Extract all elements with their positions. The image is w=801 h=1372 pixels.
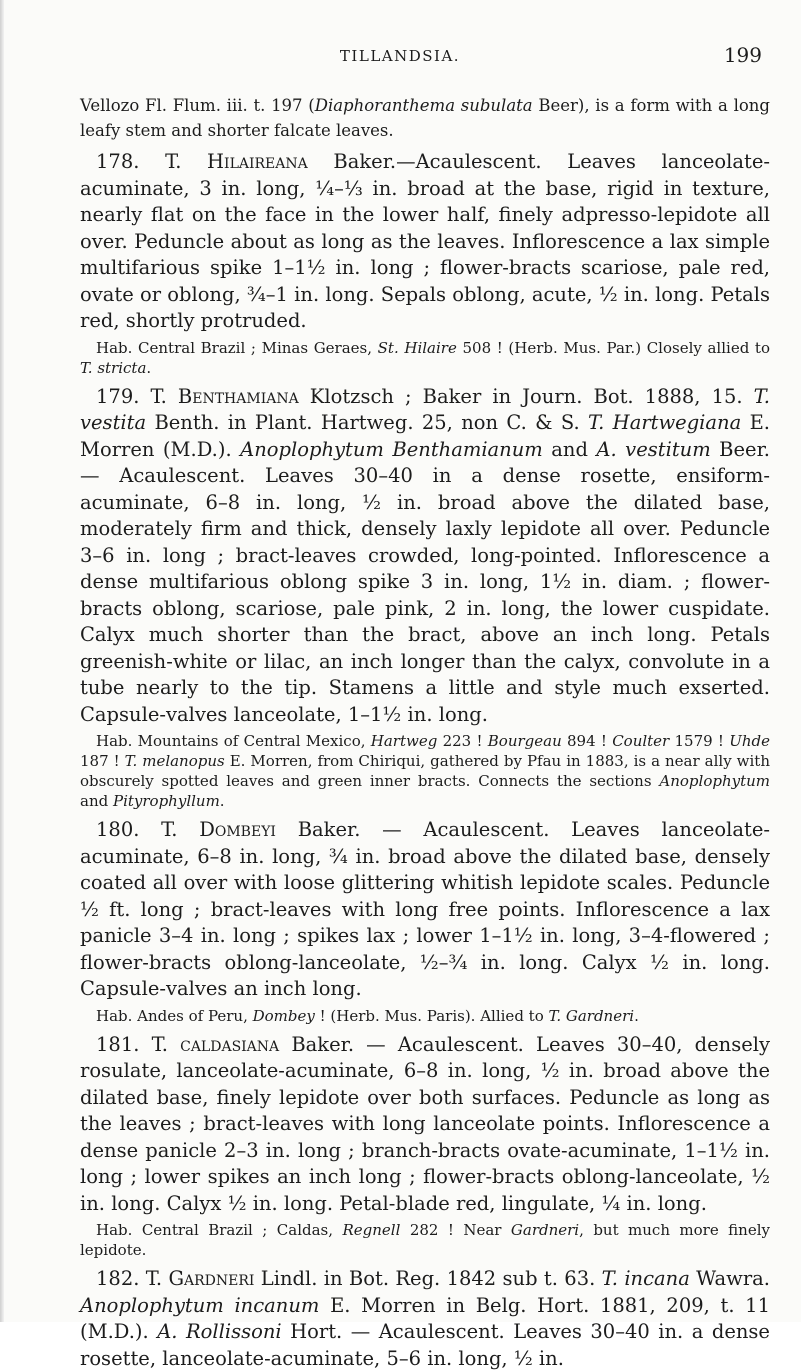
habitat-note-178: Hab. Central Brazil ; Minas Geraes, St. Hilaire 508 ! (Herb. Mus. Par.) Closely allied to T. stricta. [80, 338, 770, 377]
entry-number: 180. [96, 818, 140, 841]
species-name: Hilaireana [207, 150, 308, 173]
genus-abbrev: T. [151, 1032, 168, 1056]
species-entry-178 [80, 149, 770, 335]
species-entry-181 [80, 1032, 770, 1218]
habitat-note-181: Hab. Central Brazil ; Caldas, Regnell 282 ! Near Gardneri, but much more finely lepidote. [80, 1221, 770, 1259]
entry-number: 179. [96, 384, 140, 408]
entry-description: Beer. — Acaulescent. Leaves 30–40 in a dense rosette, ensiform-acuminate, 6–8 in. long, ½ in. broad above the dilated base, moderately firm and thick, densely laxly lepidote all over. Peduncle 3–6 in. long ; bract-leaves crowded, long-pointed. Inflorescence a dense multifarious oblong spike 3 in. long, 1½ in. diam. ; flower-bracts oblong, scariose, pale pink, 2 in. long, the lower cuspidate. Calyx much shorter than the bract, above an inch long. Petals greenish-white or lilac, an inch longer than the calyx, convolute in a tube nearly to the tip. Stamens a little and style much exserted. Capsule-valves lanceolate, 1–1½ in. long. [80, 437, 770, 726]
continued-paragraph: Vellozo Fl. Flum. iii. t. 197 (Diaphoranthema subulata Beer), is a form with a long leafy stem and shorter falcate leaves. [80, 96, 770, 140]
species-name: Dombeyi [199, 818, 276, 841]
entry-description: Baker. — Acaulescent. Leaves 30–40, densely rosulate, lanceolate-acuminate, 6–8 in. long, ½ in. broad above the dilated base, finely lepidote over both surfaces. Peduncle as long as the leaves ; bract-leaves with long lanceolate points. Inflorescence a dense panicle 2–3 in. long ; branch-bracts ovate-acuminate, 1–1½ in. long ; lower spikes an inch long ; flower-bracts oblong-lanceolate, ½ in. long. Calyx ½ in. long. Petal-blade red, lingulate, ¼ in. long. [80, 1032, 770, 1215]
habitat-note-179: Hab. Mountains of Central Mexico, Hartweg 223 ! Bourgeau 894 ! Coulter 1579 ! Uhde 187 ! T. melanopus E. Morren, from Chiriqui, gathered by Pfau in 1883, is a near ally with obscurely spotted leaves and green inner bracts. Connects the sections Anoplophytum and Pityrophyllum. [80, 732, 770, 810]
genus-abbrev: T. [165, 150, 182, 173]
species-name: caldasiana [180, 1032, 280, 1056]
species-name: Benthamiana [177, 384, 299, 408]
genus-abbrev: T. [150, 384, 167, 408]
entry-number: 182. [96, 1267, 140, 1290]
species-entry-180 [80, 817, 770, 1003]
running-head: TILLANDSIA. [339, 47, 461, 65]
entry-description: Baker. — Acaulescent. Leaves lanceolate-acuminate, 6–8 in. long, ¾ in. broad above the dilated base, densely coated all over with loose glittering whitish lepidote scales. Peduncle ½ ft. long ; bract-leaves with long free points. Inflorescence a lax panicle 3–4 in. long ; spikes lax ; lower 1–1½ in. long, 3–4-flowered ; flower-bracts oblong-lanceolate, ½–¾ in. long. Calyx ½ in. long. Capsule-valves an inch long. [80, 818, 770, 1000]
species-name: Gardneri [168, 1267, 255, 1290]
page-binding-edge [0, 0, 4, 1322]
habitat-note-180: Hab. Andes of Peru, Dombey ! (Herb. Mus. Paris). Allied to T. Gardneri. [96, 1006, 639, 1025]
page-number: 199 [723, 43, 762, 67]
genus-abbrev: T. [145, 1267, 163, 1290]
entry-number: 178. [96, 150, 140, 173]
entry-description: Baker.—Acaulescent. Leaves lanceolate-acuminate, 3 in. long, ¼–⅓ in. broad at the base, rigid in texture, nearly flat on the face in the lower half, finely adpresso-lepidote all over. Peduncle about as long as the leaves. Inflorescence a lax simple multifarious spike 1–1½ in. long ; flower-bracts scariose, pale red, ovate or oblong, ¾–1 in. long. Sepals oblong, acute, ½ in. long. Petals red, shortly protruded. [80, 150, 770, 332]
species-entry-182: 182. T. Gardneri Lindl. in Bot. Reg. 1842 sub t. 63. T. incana Wawra. Anoplophytum incanum E. Morren in Belg. Hort. 1881, 209, t. 11 (M.D.). A. Rollissoni Hort. — Acaulescent. Leaves 30–40 in. a dense rosette, lanceolate-acuminate, 5–6 in. long, ½ in. [80, 1267, 770, 1370]
genus-abbrev: T. [161, 818, 178, 841]
species-entry-179: 179. T. Benthamiana Klotzsch ; Baker in Journ. Bot. 1888, 15. T. vestita Benth. in Plant. Hartweg. 25, non C. & S. T. Hartwegiana E. Morren (M.D.). Anoplophytum Benthamianum and A. vestitum Beer. — Acaulescent. Leaves 30–40 in a dense rosette, ensiform-acuminate, 6–8 in. long, ½ in. broad above the dilated base, moderately firm and thick, densely laxly lepidote all over. Peduncle 3–6 in. long ; bract-leaves crowded, long-pointed. Inflorescence a dense multifarious oblong spike 3 in. long, 1½ in. diam. ; flower-bracts oblong, scariose, pale pink, 2 in. long, the lower cuspidate. Calyx much shorter than the bract, above an inch long. Petals greenish-white or lilac, an inch longer than the calyx, convolute in a tube nearly to the tip. Stamens a little and style much exserted. Capsule-valves lanceolate, 1–1½ in. long. [80, 384, 770, 726]
italic-name: Diaphoranthema subulata [314, 96, 533, 115]
entry-description: Hort. — Acaulescent. Leaves 30–40 in. a dense rosette, lanceolate-acuminate, 5–6 in. long, ½ in. [80, 1320, 770, 1370]
body-text [80, 94, 770, 1372]
entry-number: 181. [96, 1032, 140, 1056]
